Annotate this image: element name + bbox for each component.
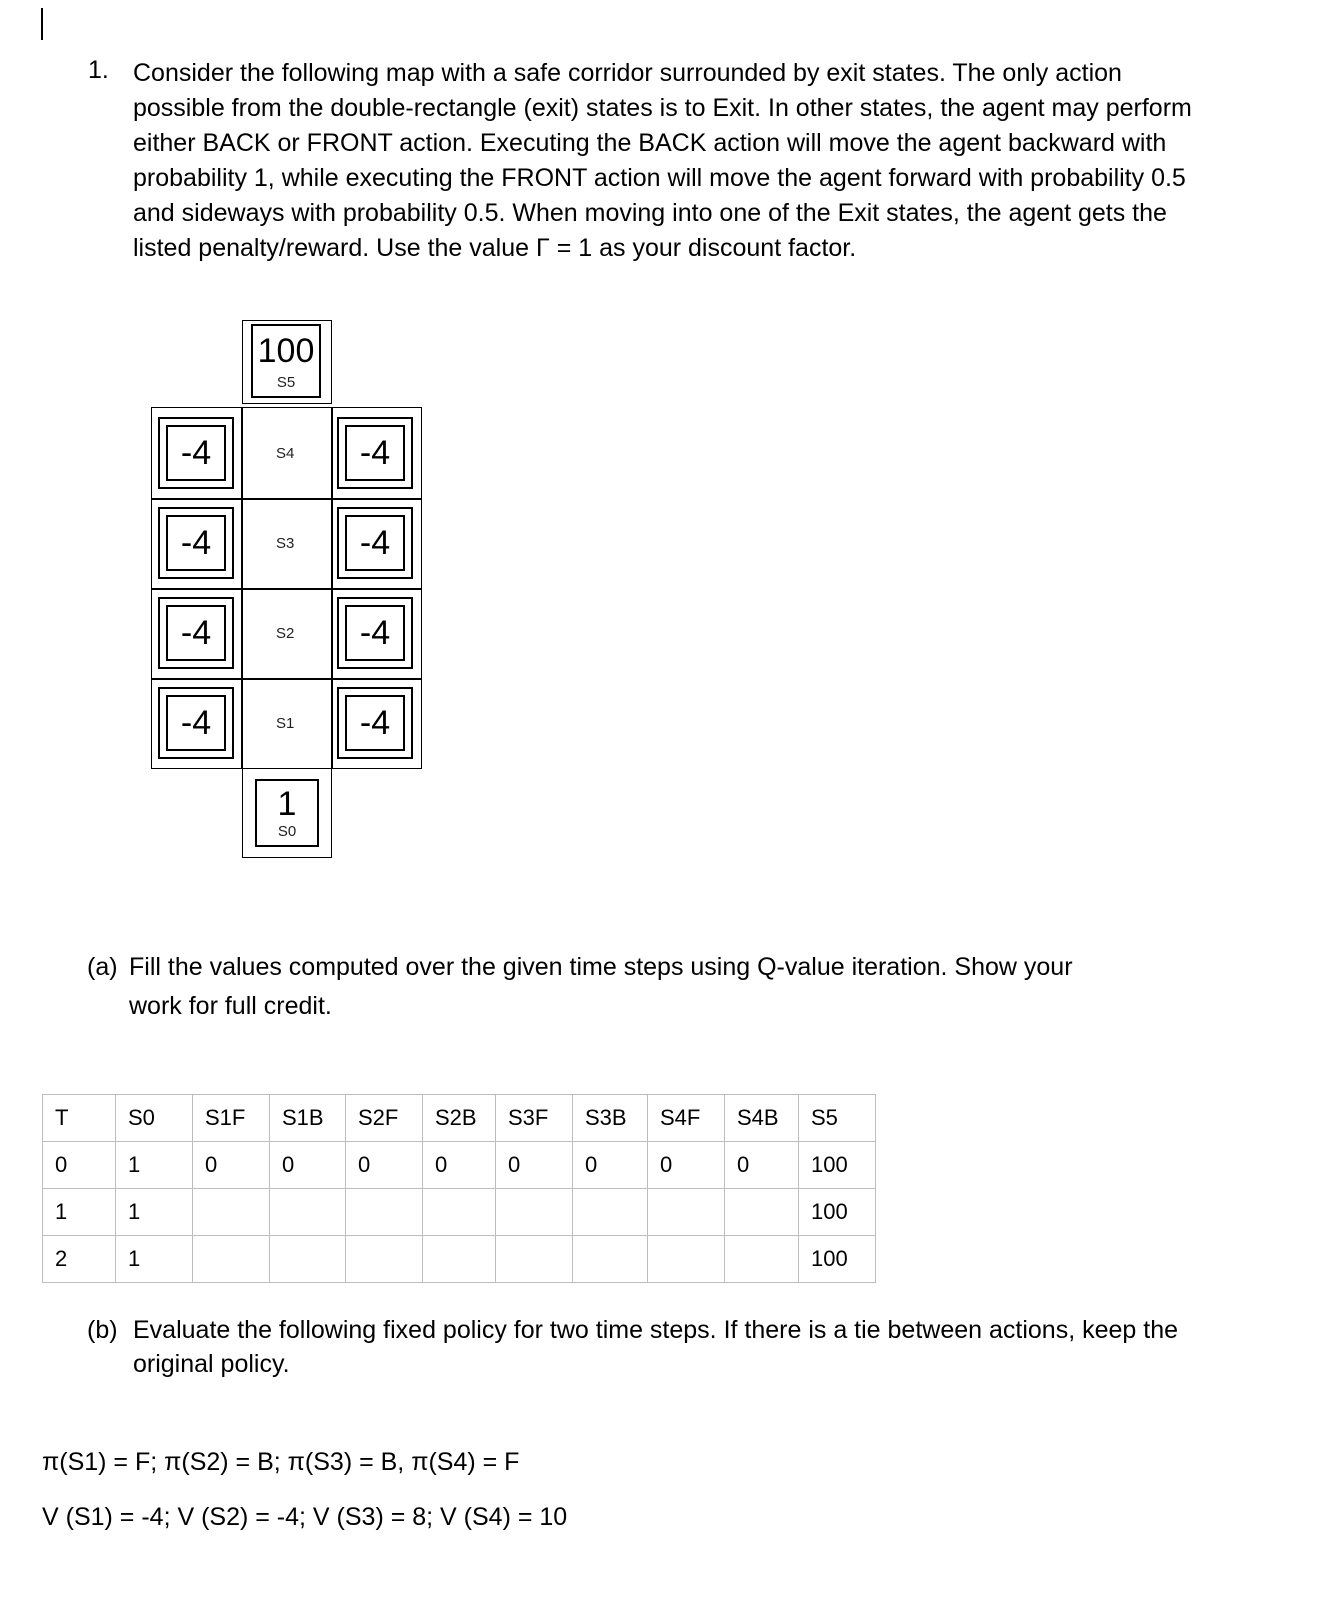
exit-value-box xyxy=(166,515,226,571)
exit-value: -4 xyxy=(359,613,391,652)
table-header-row xyxy=(43,1095,876,1142)
table-cell: 100 xyxy=(799,1189,876,1236)
exit-value-box xyxy=(166,425,226,481)
table-cell: 0 xyxy=(573,1142,648,1189)
table-header-cell: S1F xyxy=(193,1095,270,1142)
exit-value-s5: 100 xyxy=(257,332,315,370)
text-cursor xyxy=(41,8,43,40)
exit-value-box xyxy=(166,695,226,751)
exit-value: -4 xyxy=(359,433,391,472)
table-row xyxy=(43,1142,876,1189)
exit-value-box xyxy=(345,605,405,661)
part-b-line: original policy. xyxy=(133,1350,290,1378)
state-label-s2: S2 xyxy=(276,625,295,642)
table-header-cell: S3F xyxy=(496,1095,573,1142)
table-cell: 1 xyxy=(43,1189,116,1236)
question-line: either BACK or FRONT action. Executing the BACK action will move the agent backward with xyxy=(133,129,1167,157)
state-label-s1: S1 xyxy=(276,715,295,732)
table-cell[interactable] xyxy=(346,1236,423,1283)
question-line: Consider the following map with a safe corridor surrounded by exit states. The only action xyxy=(133,59,1122,87)
exit-right-row-s2 xyxy=(337,597,413,669)
exit-value: -4 xyxy=(180,523,212,562)
exit-value-box xyxy=(345,695,405,751)
table-cell[interactable] xyxy=(270,1236,346,1283)
table-cell[interactable] xyxy=(573,1236,648,1283)
table-cell[interactable] xyxy=(423,1189,496,1236)
part-a-line: work for full credit. xyxy=(129,992,332,1020)
exit-right-row-s3 xyxy=(337,507,413,579)
table-cell[interactable] xyxy=(193,1236,270,1283)
exit-value: -4 xyxy=(180,703,212,742)
table-cell: 2 xyxy=(43,1236,116,1283)
table-cell: 100 xyxy=(799,1142,876,1189)
exit-left-row-s1 xyxy=(158,687,234,759)
table-cell: 0 xyxy=(193,1142,270,1189)
row-divider xyxy=(151,588,422,590)
table-header-cell: S4F xyxy=(648,1095,725,1142)
table-cell[interactable] xyxy=(270,1189,346,1236)
table-cell[interactable] xyxy=(648,1189,725,1236)
exit-value: -4 xyxy=(359,703,391,742)
table-header-cell: S1B xyxy=(270,1095,346,1142)
table-cell[interactable] xyxy=(423,1236,496,1283)
state-label-s3: S3 xyxy=(276,535,295,552)
exit-value: -4 xyxy=(180,433,212,472)
table-cell[interactable] xyxy=(573,1189,648,1236)
part-b xyxy=(87,1313,1287,1381)
exit-left-row-s4 xyxy=(158,417,234,489)
exit-left-row-s2 xyxy=(158,597,234,669)
exit-left-row-s3 xyxy=(158,507,234,579)
exit-value: -4 xyxy=(359,523,391,562)
question-line: and sideways with probability 0.5. When moving into one of the Exit states, the agent gets the xyxy=(133,199,1167,227)
table-cell: 0 xyxy=(346,1142,423,1189)
table-cell: 1 xyxy=(116,1236,193,1283)
table-cell: 0 xyxy=(270,1142,346,1189)
table-cell[interactable] xyxy=(496,1236,573,1283)
part-b-line xyxy=(87,1313,1287,1347)
question-number: 1. xyxy=(88,56,109,84)
row-divider xyxy=(151,678,422,680)
table-header-cell: S5 xyxy=(799,1095,876,1142)
table-cell[interactable] xyxy=(496,1189,573,1236)
table-cell: 0 xyxy=(725,1142,799,1189)
table-header-cell: S2B xyxy=(423,1095,496,1142)
table-row xyxy=(43,1189,876,1236)
part-b-label: (b) xyxy=(87,1316,118,1344)
policy-line: π(S1) = F; π(S2) = B; π(S3) = B, π(S4) = F xyxy=(42,1448,520,1476)
exit-value: -4 xyxy=(180,613,212,652)
part-a-line xyxy=(87,948,1237,987)
row-divider xyxy=(151,498,422,500)
table-header-cell: S0 xyxy=(116,1095,193,1142)
part-a xyxy=(87,948,1237,1026)
exit-value-box xyxy=(345,515,405,571)
exit-right-row-s4 xyxy=(337,417,413,489)
question-text xyxy=(133,56,1243,266)
table-cell[interactable] xyxy=(648,1236,725,1283)
exit-value-s0: 1 xyxy=(277,785,297,823)
q-value-table xyxy=(42,1094,876,1283)
table-cell: 0 xyxy=(423,1142,496,1189)
exit-box-s5 xyxy=(251,324,321,398)
table-cell[interactable] xyxy=(193,1189,270,1236)
table-header-cell: S2F xyxy=(346,1095,423,1142)
table-cell[interactable] xyxy=(725,1189,799,1236)
state-label-s5: S5 xyxy=(276,374,296,391)
question-line: possible from the double-rectangle (exit) states is to Exit. In other states, the agent may perform xyxy=(133,94,1192,122)
table-cell: 1 xyxy=(116,1142,193,1189)
state-label-s4: S4 xyxy=(276,445,295,462)
table-row xyxy=(43,1236,876,1283)
map-cell-s0 xyxy=(242,768,332,858)
table-cell[interactable] xyxy=(346,1189,423,1236)
question-line: listed penalty/reward. Use the value Γ = 1 as your discount factor. xyxy=(133,234,857,262)
table-cell: 0 xyxy=(648,1142,725,1189)
map-cell-s5 xyxy=(242,320,332,404)
part-a-label: (a) xyxy=(87,953,118,981)
exit-box-s0 xyxy=(255,779,319,847)
table-header-cell: S4B xyxy=(725,1095,799,1142)
exit-right-row-s1 xyxy=(337,687,413,759)
table-cell: 100 xyxy=(799,1236,876,1283)
exit-value-box xyxy=(345,425,405,481)
part-b-text: Evaluate the following fixed policy for two time steps. If there is a tie between actions, keep the xyxy=(133,1316,1179,1344)
table-header-cell: T xyxy=(43,1095,116,1142)
table-cell[interactable] xyxy=(725,1236,799,1283)
table-cell: 1 xyxy=(116,1189,193,1236)
state-label-s0: S0 xyxy=(277,823,297,840)
table-cell: 0 xyxy=(496,1142,573,1189)
exit-value-box xyxy=(166,605,226,661)
values-line: V (S1) = -4; V (S2) = -4; V (S3) = 8; V (S4) = 10 xyxy=(42,1503,568,1531)
question-line: probability 1, while executing the FRONT action will move the agent forward with probability 0.5 xyxy=(133,164,1186,192)
table-header-cell: S3B xyxy=(573,1095,648,1142)
part-a-text: Fill the values computed over the given time steps using Q-value iteration. Show your xyxy=(129,953,1073,981)
table-cell: 0 xyxy=(43,1142,116,1189)
